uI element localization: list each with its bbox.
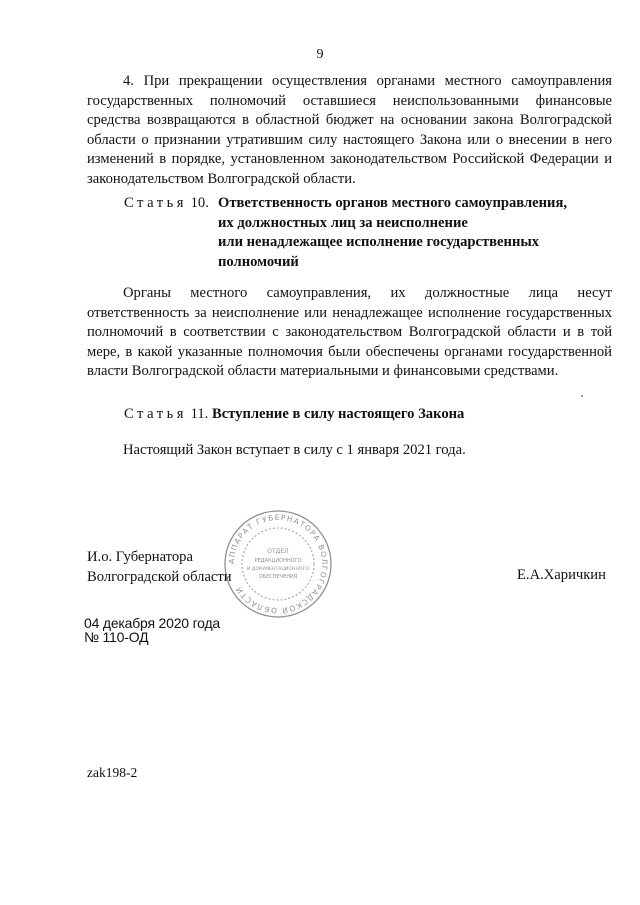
document-date: 04 декабря 2020 года [84, 615, 221, 631]
page-number: 9 [316, 47, 324, 62]
document-number: № 110-ОД [84, 629, 149, 645]
article-11-label: Статья [124, 406, 187, 422]
article-10-label: Статья [124, 195, 187, 211]
article-10-title-line: Ответственность органов местного самоуправления, [218, 195, 567, 211]
scan-speck [581, 395, 583, 397]
article-10-title-line: или ненадлежащее исполнение государственных [218, 234, 540, 250]
document-code: zak198-2 [87, 765, 138, 780]
stamp-center-line: ОТДЕЛ [267, 548, 289, 555]
stamp-ring-text: АППАРАТ ГУБЕРНАТОРА ВОЛГОГРАДСКОЙ ОБЛАСТИ [226, 512, 330, 616]
article-10-title [218, 194, 608, 272]
signatory-position [87, 548, 232, 587]
article-11-number: 11. [190, 406, 209, 422]
stamp-center-line: РЕДАКЦИОННОГО [254, 558, 302, 564]
official-stamp [222, 508, 334, 620]
article-10-number: 10. [190, 195, 209, 211]
signatory-name: Е.А.Харичкин [517, 567, 606, 583]
article-11-heading [124, 405, 464, 425]
signatory-position-line: И.о. Губернатора [87, 549, 193, 565]
paragraph-4: 4. При прекращении осуществления органами местного самоуправления государственных полномочий оставшиеся неиспользованными финансовые средства возвращаются в областной бюджет на основании закона Волгоградской области о признании утратившим силу настоящего Закона или о внесении в него изменений в порядке, установленном законодательством Российской Федерации и законодательством Волгоградской области. [87, 73, 612, 187]
article-10-title-line: их должностных лиц за неисполнение [218, 214, 468, 231]
signatory-position-line: Волгоградской области [87, 568, 232, 585]
stamp-center-line: ОБЕСПЕЧЕНИЯ [258, 574, 298, 580]
article-11-title: Вступление в силу настоящего Закона [211, 406, 465, 422]
article-10-heading [124, 194, 209, 214]
article-11-body: Настоящий Закон вступает в силу с 1 января 2021 года. [123, 442, 466, 458]
stamp-center-line: И ДОКУМЕНТАЦИОННОГО [247, 567, 309, 572]
article-10-body: Органы местного самоуправления, их должностные лица несут ответственность за неисполнение или ненадлежащее исполнение государственных полномочий в соответствии с законодательством Волгоградской области и в той мере, в какой указанные полномочия были обеспечены органами государственной власти Волгоградской области материальными и финансовыми средствами. [87, 285, 612, 379]
article-10-title-line: полномочий [218, 253, 299, 270]
